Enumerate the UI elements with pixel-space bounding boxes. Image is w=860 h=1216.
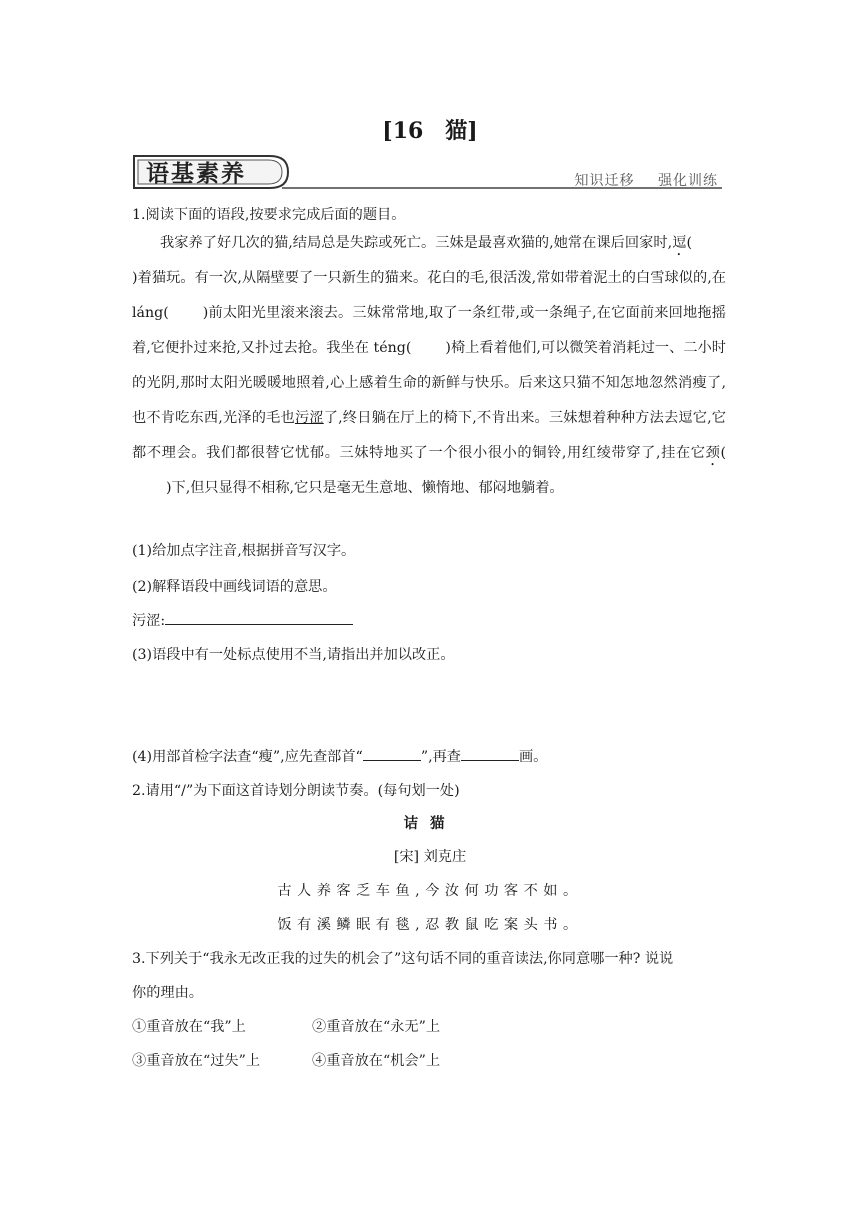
passage-part-8: )下,但只显得不相称,它只是毫无生意地、懒惰地、郁闷地躺着。 bbox=[166, 480, 564, 496]
sub4-text-b: ”,再查 bbox=[420, 749, 461, 765]
banner-tag-1: 知识迁移 bbox=[574, 173, 635, 189]
underlined-word: 污涩 bbox=[294, 410, 324, 426]
poem-line-1: 古人养客乏车鱼,今汝何功客不如。 bbox=[277, 883, 583, 899]
passage-part-2: ( bbox=[686, 235, 692, 251]
answer-line[interactable] bbox=[165, 610, 353, 625]
page-title: [16 猫] bbox=[382, 118, 478, 144]
q1-sub3: (3)语段中有一处标点使用不当,请指出并加以改正。 bbox=[132, 647, 455, 663]
sub4-text-a: (4)用部首检字法查“瘦”,应先查部首“ bbox=[132, 749, 363, 765]
q3-option-3: ③重音放在“过失”上 bbox=[132, 1053, 261, 1069]
q3-option-2: ②重音放在“永无”上 bbox=[312, 1019, 441, 1035]
banner-tagline bbox=[575, 170, 718, 190]
q1-prompt: 1.阅读下面的语段,按要求完成后面的题目。 bbox=[132, 207, 406, 223]
passage-part-3: )着猫玩。有一次,从隔壁要了一只新生的猫来。花白的毛,很活泼,常如带着泥土的白雪球似的,在 láng( bbox=[132, 270, 726, 321]
passage-part-6: 了,终日躺在厅上的椅下,不肯出来。三妹想着种种方法去逗它,它都不理会。我们都很替它忧郁。三妹特地买了一个很小很小的铜铃,用红绫带穿了,挂在它 bbox=[132, 410, 726, 461]
q1-sub2: (2)解释语段中画线词语的意思。 bbox=[132, 579, 337, 595]
passage-part-5: )椅上看着他们,可以微笑着消耗过一、二小时的光阴,那时太阳光暖暖地照着,心上感着生命的新鲜与快乐。后来这只猫不知怎地忽然消瘦了,也不肯吃东西,光泽的毛也 bbox=[132, 340, 726, 426]
q3-option-1: ①重音放在“我”上 bbox=[132, 1019, 246, 1035]
poem-author: [宋] 刘克庄 bbox=[393, 849, 467, 865]
sub2-label: 污涩: bbox=[132, 613, 166, 629]
q3-prompt-line-2: 你的理由。 bbox=[132, 985, 203, 1001]
banner-label: 语基素养 bbox=[146, 161, 246, 187]
dotted-char-dou: 逗 bbox=[672, 235, 687, 251]
banner-tag-2: 强化训练 bbox=[658, 173, 718, 189]
section-banner bbox=[132, 152, 724, 190]
q1-sub1: (1)给加点字注音,根据拼音写汉字。 bbox=[132, 543, 356, 559]
passage-part-7: ( bbox=[720, 445, 726, 461]
poem-title: 诘猫 bbox=[403, 815, 457, 832]
dotted-char-jing: 颈 bbox=[705, 445, 721, 461]
q3-option-4: ④重音放在“机会”上 bbox=[312, 1053, 441, 1069]
stroke-count-blank[interactable] bbox=[461, 748, 519, 761]
q1-sub2-answer bbox=[132, 610, 353, 630]
sub4-text-c: 画。 bbox=[518, 749, 548, 765]
q3-prompt-line-1: 3.下列关于“我永无改正我的过失的机会了”这句话不同的重音读法,你同意哪一种? 说说 bbox=[132, 951, 674, 967]
passage-part-1: 我家养了好几次的猫,结局总是失踪或死亡。三妹是最喜欢猫的,她常在课后回家时, bbox=[160, 235, 673, 251]
radical-blank[interactable] bbox=[363, 748, 421, 761]
poem-line-2: 饭有溪鳞眠有毯,忍教鼠吃案头书。 bbox=[277, 917, 583, 933]
passage-part-4: )前太阳光里滚来滚去。三妹常常地,取了一条红带,或一条绳子,在它面前来回地拖摇着,它便扑过来抢,又扑过去抢。我坐在 téng( bbox=[132, 305, 726, 356]
q1-passage bbox=[132, 226, 726, 506]
q2-prompt: 2.请用“/”为下面这首诗划分朗读节奏。(每句划一处) bbox=[132, 783, 460, 799]
q1-sub4 bbox=[132, 746, 547, 766]
